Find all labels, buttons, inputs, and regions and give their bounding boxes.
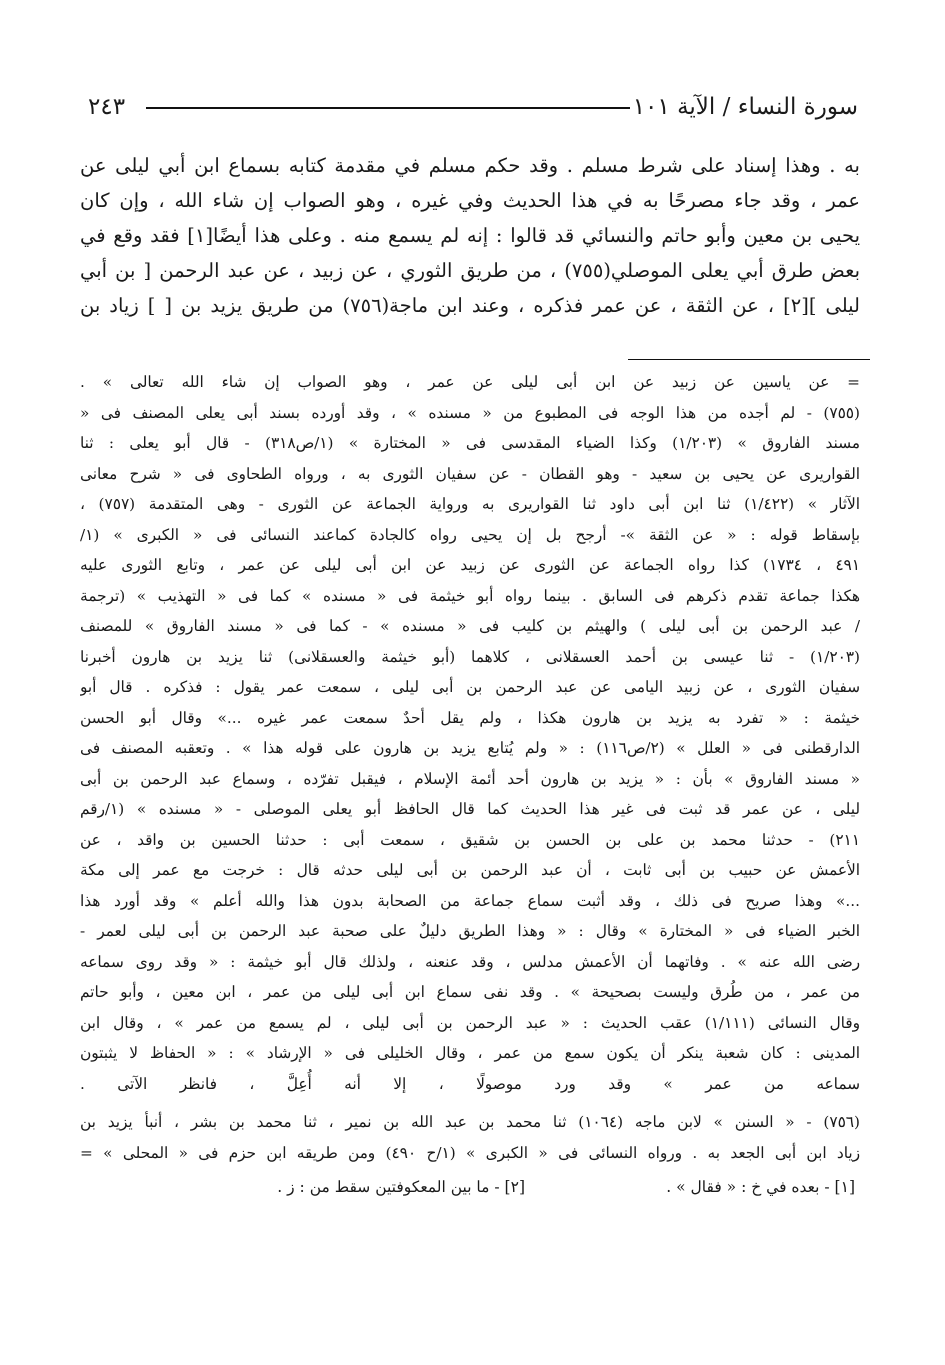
note-gap [80, 1099, 860, 1107]
page-header [88, 88, 858, 128]
note-line: « مسند الفاروق » بأن : « يزيد بن هارون أحد أئمة الإسلام ، فيقبل تفرّده ، وسماع عبد الرحمن بن أبى [80, 769, 860, 788]
note-line: بإسقاط قوله : « عن الثقة »- أرجح بل إن يحيى رواه كالجادة كماعند النسائى فى « الكبرى » (١/ [80, 525, 860, 544]
note-line-756: (٧٥٦) - « السنن » لابن ماجه (١٠٦٤) ثنا محمد بن عبد الله بن نمير ، ثنا محمد بن بشر ، أنبأ يزيد بن [80, 1113, 860, 1131]
note-line: الأعمش عن حبيب بن أبى ثابت ، أن عبد الرحمن بن أبى ليلى حدثه قال : خرجت مع عمر إلى مكة [80, 861, 860, 879]
header-rule [146, 107, 630, 109]
note-line: الآثار » (١/٤٢٢) ثنا ابن أبى داود ثنا القواريرى به ورواية الجماعة عن الثورى - وهى المتقدمة (٧٥٧) ، [80, 495, 860, 513]
note-line: ٢١١) - حدثنا محمد بن على بن الحسن بن شقيق ، سمعت أبى : حدثنا الحسين بن واقد ، عن [80, 830, 860, 849]
note-line: / عبد الرحمن بن أبى ليلى ) والهيثم بن كليب فى « مسنده » - كما فى « مسند الفاروق » للمصنف [80, 617, 860, 635]
note-line: (١/٢٠٣) - ثنا عيسى بن أحمد العسقلانى ، كلاهما (أبو خيثمة والعسقلانى) ثنا يزيد بن هارون أخبرنا [80, 647, 860, 666]
footnote-2: [٢] - ما بين المعكوفتين سقط من : ز . [277, 1178, 525, 1196]
note-line: الدارقطنى فى « العلل » (٢/ص١١٦) : « ولم يُتابع يزيد بن هارون على قوله هذا » . وتعقبه المصنف فى [80, 739, 860, 757]
note-line: سفيان الثورى ، عن زبيد اليامى عن عبد الرحمن بن أبى ليلى ، سمعت عمر يقول : فذكره . قال أبو [80, 678, 860, 696]
note-line: = عن ياسين عن زبيد عن ابن أبى ليلى عن عمر ، وهو الصواب إن شاء الله تعالى » . [80, 373, 860, 391]
note-line: مسند الفاروق » (١/٢٠٣) وكذا الضياء المقدسى فى « المختارة » (١/ص٣١٨) - قال أبو يعلى : ثنا [80, 434, 860, 452]
note-line: ليلى ، عن عمر قد ثبت فى غير هذا الحديث كما قال الحافظ أبو يعلى الموصلى - « مسنده » (١/رقم [80, 800, 860, 818]
note-line: وقال النسائى (١/١١١) عقب الحديث : « عبد الرحمن بن أبى ليلى ، لم يسمع من عمر » ، وقال ابن [80, 1013, 860, 1032]
note-line: المدينى : كان شعبة ينكر أن يكون سمع من عمر ، وقال الخليلى فى « الإرشاد » : « الحفاظ لا يثبتون [80, 1044, 860, 1062]
note-line: (٧٥٥) - لم أجده من هذا الوجه فى المطبوع من « مسنده » ، وقد أورده بسند أبى يعلى المصنف فى « [80, 403, 860, 422]
note-line: من عمر ، من طُرق وليست بصحيحة » . وقد نفى سماع ابن أبى ليلى من عمر ، ابن معين ، وأبو حاتم [80, 983, 860, 1001]
main-text-line: به . وهذا إسناد على شرط مسلم . وقد حكم مسلم في مقدمة كتابه بسماع ابن أبي ليلى عن [80, 154, 860, 177]
main-text [80, 148, 860, 323]
main-text-line: بعض طرق أبي يعلى الموصلي(٧٥٥) ، من طريق الثوري ، عن زبيد ، عن عبد الرحمن [ بن أبي [80, 259, 860, 282]
main-text-line: عمر ، وقد جاء مصرحًا به في هذا الحديث وفي غيره ، وهو الصواب إن شاء الله ، وإن كان [80, 189, 860, 212]
editorial-footnotes [110, 1172, 855, 1202]
note-line: ٤٩١ ، ١٧٣٤) كذا رواه الجماعة عن الثورى عن زبيد عن ابن أبى ليلى عن عمر ، وتابع الثورى عليه [80, 556, 860, 574]
note-line: هكذا جماعة تقدم ذكرهم فى السابق . بينما رواه أبو خيثمة فى « مسنده » كما فى « التهذيب » (ترجمة [80, 586, 860, 605]
notes-separator [628, 359, 870, 360]
note-line: الخبر الضياء فى « المختارة » وقال : « وهذا الطريق دليلٌ على صحبة عبد الرحمن بن أبى ليلى لعمر - [80, 922, 860, 940]
running-title: سورة النساء / الآية ١٠١ [632, 94, 858, 120]
page-number: ٢٤٣ [88, 94, 126, 120]
footnote-1: [١] - بعده في خ : « فقال » . [666, 1178, 855, 1196]
main-text-line: ليلى ][٢] ، عن الثقة ، عن عمر فذكره ، وعند ابن ماجة(٧٥٦) من طريق يزيد بن [ ] زياد بن [80, 294, 860, 317]
note-line: سماعه من عمر » وقد ورد موصولًا ، إلا أنه أُعِلَّ ، فانظر الآتى . [80, 1074, 860, 1093]
note-line: القواريرى عن يحيى بن سعيد - وهو القطان - عن سفيان الثورى به ، ورواه الطحاوى فى « شرح معانى [80, 464, 860, 483]
note-line: خيثمة : « تفرد به يزيد بن هارون هكذا ، ولم يقل أحدٌ سمعت عمر غيره ...» وقال أبو الحسن [80, 708, 860, 727]
main-text-line: يحيى بن معين وأبو حاتم والنسائي قد قالوا : إنه لم يسمع منه . وعلى هذا أيضًا[١] فقد وقع في [80, 224, 860, 247]
note-line-756: زياد ابن أبى الجعد به . ورواه النسائى فى « الكبرى » (١/ح ٤٩٠) ومن طريقه ابن حزم فى « المحلى » = [80, 1143, 860, 1162]
note-line: رضى الله عنه » . وفاتهما أن الأعمش مدلس ، وقد عنعنه ، ولذلك قال أبو خيثمة : « وقد روى سماعه [80, 952, 860, 971]
commentary-notes [80, 367, 860, 1168]
note-line: ...» وهذا صريح فى ذلك ، وقد أثبت سماع جماعة من الصحابة بدون هذا والله أعلم » وقد أورد هذا [80, 891, 860, 910]
